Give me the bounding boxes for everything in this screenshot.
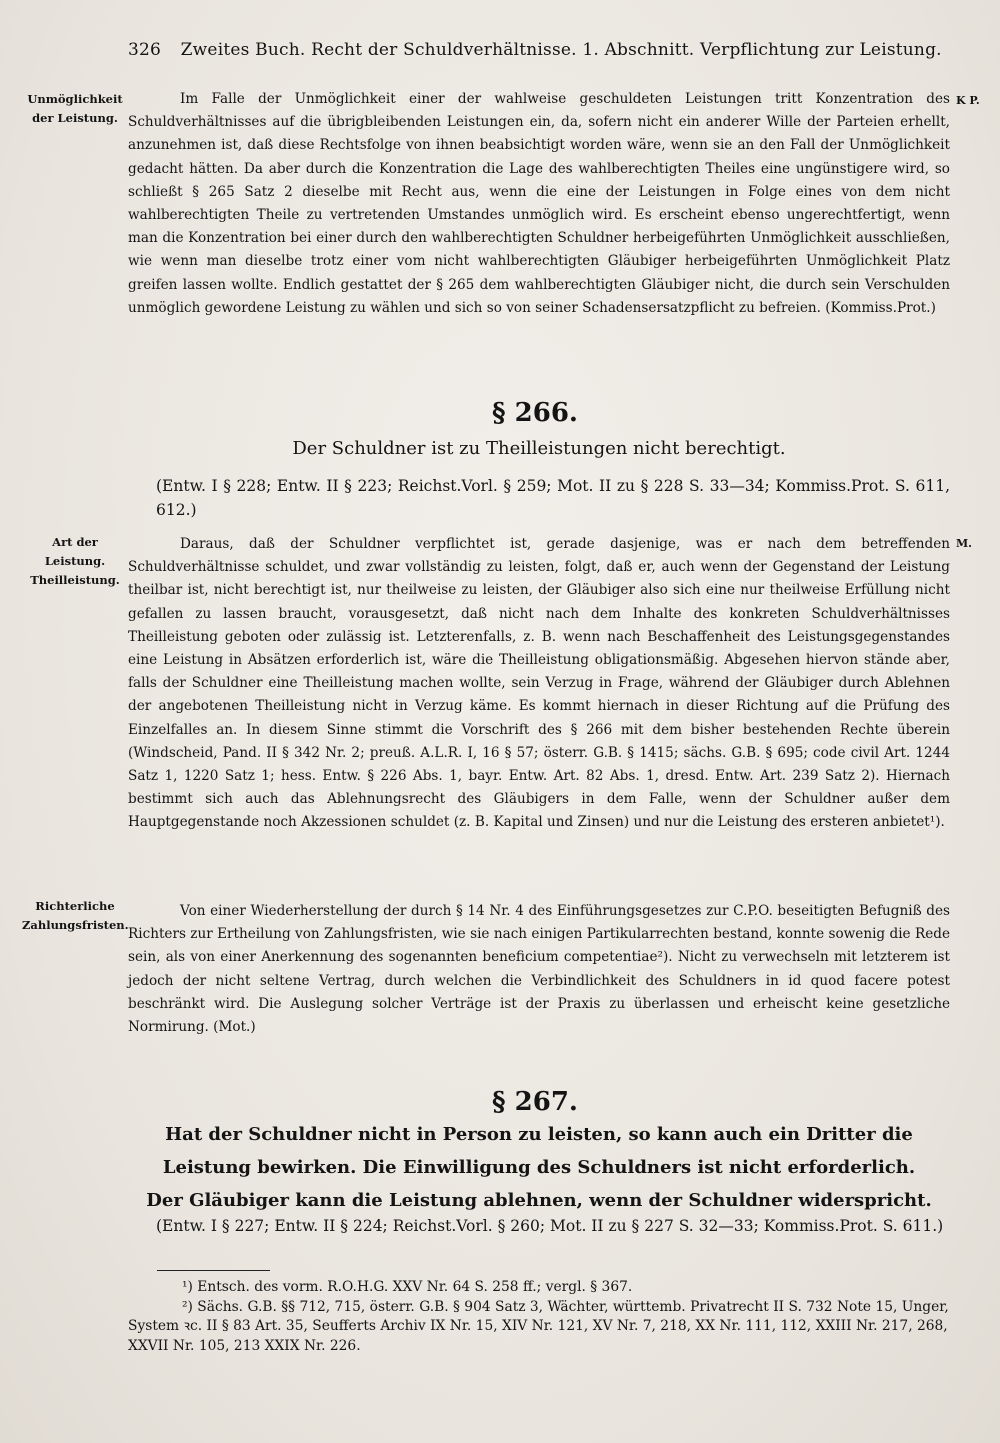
section-266-number: § 266.	[492, 398, 578, 428]
paragraph-text: Von einer Wiederherstellung der durch § 14 Nr. 4 des Einführungsgesetzes zur C.P.O. beseitigten Befugniß des Richters zur Ertheilung von Zahlungsfristen, wie sie nach einigen Partikularrechten bestand, konnte sowenig die Rede sein, als von einer Anerkennung des sogenannten beneficium competentiae²). Nicht zu verwechseln mit letzterem ist jedoch der nicht seltene Vertrag, durch welchen die Verbindlichkeit des Schuldners in id quod facere potest beschränkt wird. Die Auslegung solcher Verträge ist der Praxis zu überlassen und erheischt keine gesetzliche Normirung. (Mot.)	[128, 903, 950, 1036]
footnote-2: ²) Sächs. G.B. §§ 712, 715, österr. G.B. § 904 Satz 3, Wächter, württemb. Privatrecht II S. 732 Note 15, Unger, System ꝛc. II § 83 Art. 35, Seufferts Archiv IX Nr. 15, XIV Nr. 121, XV Nr. 7, 218, XX Nr. 111, 112, XXIII Nr. 217, 268, XXVII Nr. 105, 213 XXIX Nr. 226.	[128, 1298, 949, 1354]
footnotes	[128, 1278, 950, 1356]
footnote-divider	[157, 1270, 270, 1271]
paragraph-payment-terms	[128, 900, 950, 1039]
side-mark-kp: K P.	[956, 94, 980, 107]
paragraph-partial-performance	[128, 533, 950, 835]
page-header	[128, 40, 948, 60]
running-title: Zweites Buch. Recht der Schuldverhältnisse. 1. Abschnitt. Verpflichtung zur Leistung.	[180, 40, 942, 60]
section-267-text	[128, 1118, 950, 1217]
side-mark-m: M.	[956, 537, 973, 550]
section-266-references: (Entw. I § 228; Entw. II § 223; Reichst.Vorl. § 259; Mot. II zu § 228 S. 33—34; Kommiss.Prot. S. 611, 612.)	[156, 477, 950, 519]
paragraph-text: Im Falle der Unmöglichkeit einer der wahlweise geschuldeten Leistungen tritt Konzentration des Schuldverhältnisses auf die übrigbleibenden Leistungen ein, da, sofern nicht ein anderer Wille der Parteien erhellt, anzunehmen ist, daß diese Rechtsfolge von ihnen beabsichtigt worden wäre, wenn sie an den Fall der Unmöglichkeit gedacht hätten. Da aber durch die Konzentration die Lage des wahlberechtigten Theiles eine ungünstigere wird, so schließt § 265 Satz 2 dieselbe mit Recht aus, wenn die eine der Leistungen in Folge eines von dem nicht wahlberechtigten Theile zu vertretenden Umstandes unmöglich wird. Es erscheint ebenso ungerechtfertigt, wenn man die Konzentration bei einer durch den wahlberechtigten Schuldner herbeigeführten Unmöglichkeit ausschließen, wie wenn man dieselbe trotz einer vom nicht wahlberechtigten Gläubiger herbeigeführten Unmöglichkeit Platz greifen lassen wollte. Endlich gestattet der § 265 dem wahlberechtigten Gläubiger nicht, die durch sein Verschulden unmöglich gewordene Leistung zu wählen und sich so von seiner Schadensersatzpflicht zu befreien. (Kommiss.Prot.)	[128, 91, 950, 316]
section-267-references: (Entw. I § 227; Entw. II § 224; Reichst.Vorl. § 260; Mot. II zu § 227 S. 32—33; Kommiss.Prot. S. 611.)	[156, 1217, 944, 1235]
paragraph-text: Daraus, daß der Schuldner verpflichtet ist, gerade dasjenige, was er nach dem betreffenden Schuldverhältnisse schuldet, und zwar vollständig zu leisten, folgt, daß er, auch wenn der Gegenstand der Leistung theilbar ist, nicht berechtigt ist, nur theilweise zu leisten, der Gläubiger also sich eine nur theilweise Erfüllung nicht gefallen zu lassen braucht, vorausgesetzt, daß nicht nach dem Inhalte des konkreten Schuldverhältnisses Theilleistung geboten oder zulässig ist. Letzterenfalls, z. B. wenn nach Beschaffenheit des Leistungsgegenstandes eine Leistung in Absätzen erforderlich ist, wäre die Theilleistung obligationsmäßig. Abgesehen hiervon stände aber, falls der Schuldner eine Theilleistung machen wollte, sein Verzug in Frage, während der Gläubiger durch Ablehnen der angebotenen Theilleistung nicht in Verzug käme. Es kommt hiernach in dieser Richtung auf die Prüfung des Einzelfalles an. In diesem Sinne stimmt die Vorschrift des § 266 mit dem bisher bestehenden Rechte überein (Windscheid, Pand. II § 342 Nr. 2; preuß. A.L.R. I, 16 § 57; österr. G.B. § 1415; sächs. G.B. § 695; code civil Art. 1244 Satz 1, 1220 Satz 1; hess. Entw. § 226 Abs. 1, bayr. Entw. Art. 82 Abs. 1, dresd. Entw. Art. 239 Satz 2). Hiernach bestimmt sich auch das Ablehnungsrecht des Gläubigers in dem Falle, wenn der Schuldner außer dem Hauptgegenstande noch Akzessionen schuldet (z. B. Kapital und Zinsen) und nur die Leistung des ersteren anbietet¹).	[128, 536, 950, 831]
section-266-title: Der Schuldner ist zu Theilleistungen nicht berechtigt.	[292, 438, 786, 459]
section-267-line2: Der Gläubiger kann die Leistung ablehnen, wenn der Schuldner widerspricht.	[146, 1190, 932, 1211]
section-267-line1: Hat der Schuldner nicht in Person zu leisten, so kann auch ein Dritter die Leistung bewirken. Die Einwilligung des Schuldners ist nicht erforderlich.	[162, 1124, 916, 1178]
paragraph-impossibility	[128, 88, 950, 320]
margin-note-partial-performance: Art der Leistung. Theilleistung.	[30, 535, 120, 587]
page-number: 326	[128, 40, 162, 60]
footnote-1: ¹) Entsch. des vorm. R.O.H.G. XXV Nr. 64 S. 258 ff.; vergl. § 367.	[182, 1279, 633, 1295]
section-267-number: § 267.	[492, 1087, 578, 1117]
margin-note-impossibility: Unmöglichkeit der Leistung.	[27, 92, 123, 125]
margin-note-payment-terms: Richterliche Zahlungsfristen.	[22, 899, 129, 932]
